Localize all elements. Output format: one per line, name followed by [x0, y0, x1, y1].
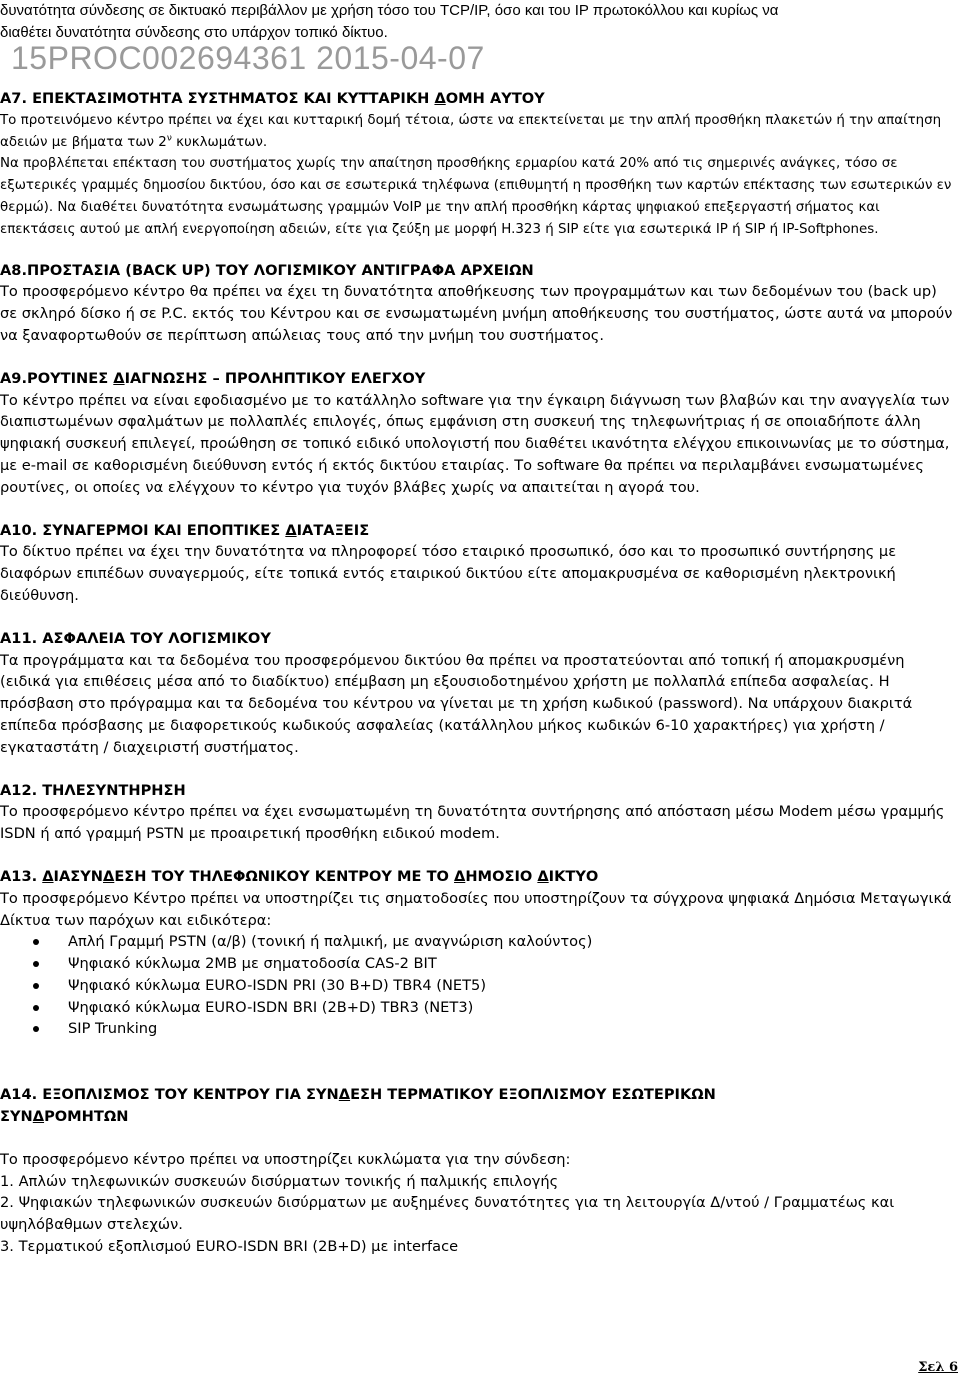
paragraph: Το προσφερόμενο κέντρο πρέπει να υποστηρίζει κυκλώματα για την σύνδεση: [0, 1150, 571, 1168]
list-item: Ψηφιακό κύκλωμα EURO-ISDN PRI (30 B+D) TBR4 (NET5) [0, 975, 956, 997]
section-heading: Α14. ΕΞΟΠΛΙΣΜΟΣ ΤΟΥ ΚΕΝΤΡΟΥ ΓΙΑ ΣΥΝΔΕΣΗ ΤΕΡΜΑΤΙΚΟΥ ΕΞΟΠΛΙΣΜΟΥ ΕΣΩΤΕΡΙΚΩΝ ΣΥΝΔΡΟΜΗΤΩΝ [0, 1086, 716, 1126]
section-a8 [0, 260, 956, 347]
section-heading: Α8.ΠΡΟΣΤΑΣΙΑ (BACK UP) ΤΟΥ ΛΟΓΙΣΜΙΚΟΥ ΑΝΤΙΓΡΑΦΑ ΑΡΧΕΙΩΝ [0, 261, 534, 279]
bullet-icon [33, 1005, 39, 1011]
section-heading: Α7. ΕΠΕΚΤΑΣΙΜΟΤΗΤΑ ΣΥΣΤΗΜΑΤΟΣ ΚΑΙ ΚΥΤΤΑΡΙΚΗ ΔΟΜΗ ΑΥΤΟΥ [0, 90, 545, 107]
section-heading: Α9.ΡΟΥΤΙΝΕΣ ΔΙΑΓΝΩΣΗΣ – ΠΡΟΛΗΠΤΙΚΟΥ ΕΛΕΓΧΟΥ [0, 369, 426, 387]
section-a14 [0, 1084, 956, 1258]
list-item: Ψηφιακό κύκλωμα EURO-ISDN BRI (2B+D) TBR3 (NET3) [0, 997, 956, 1019]
section-a10 [0, 520, 956, 607]
paragraph: Το προσφερόμενο κέντρο θα πρέπει να έχει τη δυνατότητα αποθήκευσης των προγραμμάτων και των δεδομένων του (back up) σε σκληρό δίσκο ή σε P.C. εκτός του Κέντρου και σε ενσωματωμένη μνήμη αποθήκευσης του συστήματος, ώστε αυτά να μπορούν να ξαναφορτωθούν σε περίπτωση απώλειας τους από την μνήμη του συστήματος. [0, 283, 953, 344]
bullet-icon [33, 961, 39, 967]
text-line: διαθέτει δυνατότητα σύνδεσης στο υπάρχον τοπικό δίκτυο. [0, 24, 388, 41]
paragraph: Το κέντρο πρέπει να είναι εφοδιασμένο με το κατάλληλο software για την έγκαιρη διάγνωση των βλαβών και την αναγγελία των διαπιστωμένων σφαλμάτων με πολλαπλές επιλογές, όπως εμφάνιση στη συσκευή της τηλεφωνήτριας ή σε οποιαδήποτε άλλη ψηφιακή συσκευή επιλεγεί, προώθηση σε τοπικό ειδικό υπολογιστή που διαθέτει ικανότητα ελέγχου επικοινωνίας με το σύστημα, με e-mail σε καθορισμένη διεύθυνση εντός ή εκτός δικτύου εταιρίας. Το software θα πρέπει να περιλαμβάνει ενσωματωμένες ρουτίνες, οι οποίες να ελέγχουν το κέντρο για τυχόν βλάβες χωρίς να απαιτείται η αγορά του. [0, 391, 950, 496]
section-a13 [0, 866, 956, 1040]
document-body [0, 88, 956, 1279]
bullet-icon [33, 939, 39, 945]
section-heading: Α11. ΑΣΦΑΛΕΙΑ ΤΟΥ ΛΟΓΙΣΜΙΚΟΥ [0, 629, 271, 647]
paragraph: Να προβλέπεται επέκταση του συστήματος χωρίς την απαίτηση προσθήκης ερμαρίου κατά 20% από τις σημερινές ανάγκες, τόσο σε εξωτερικές γραμμές δημοσίου δικτύου, όσο και σε εσωτερικά τηλέφωνα (επιθυμητή η προσθήκη των καρτών επέκτασης των εσωτερικών εν θερμώ). Να διαθέτει δυνατότητα ενσωμάτωσης γραμμών VoIP με την απλή προσθήκη κάρτας ψηφιακού επεξεργαστή σήματος και επεκτάσεις αυτού με απλή ενεργοποίηση αδειών, είτε για ζεύξη με μορφή H.323 ή SIP είτε για εσωτερικά IP ή SIP ή IP-Softphones. [0, 156, 952, 237]
top-continuation-text [0, 0, 960, 44]
paragraph: Το προτεινόμενο κέντρο πρέπει να έχει και κυτταρική δομή τέτοια, ώστε να επεκτείνεται με την απλή προσθήκη πλακετών ή την απαίτηση αδειών με βήματα των $2^\nu$ κυκλωμάτων. [0, 112, 942, 150]
list-item: SIP Trunking [0, 1018, 956, 1040]
list-item: 3. Τερματικού εξοπλισμού EURO-ISDN BRI (2B+D) με interface [0, 1238, 459, 1256]
section-heading: Α13. ΔΙΑΣΥΝΔΕΣΗ ΤΟΥ ΤΗΛΕΦΩΝΙΚΟΥ ΚΕΝΤΡΟΥ ΜΕ ΤΟ ΔΗΜΟΣΙΟ ΔΙΚΤΥΟ [0, 867, 599, 885]
section-a9 [0, 368, 956, 499]
list-item: 1. Απλών τηλεφωνικών συσκευών δισύρματων τονικής ή παλμικής επιλογής [0, 1172, 559, 1190]
bullet-icon [33, 1026, 39, 1032]
section-heading: Α10. ΣΥΝΑΓΕΡΜΟΙ ΚΑΙ ΕΠΟΠΤΙΚΕΣ ΔΙΑΤΑΞΕΙΣ [0, 521, 370, 539]
paragraph: Τα προγράμματα και τα δεδομένα του προσφερόμενου δικτύου θα πρέπει να προστατεύονται από τοπική ή απομακρυσμένη (ειδικά για επιθέσεις μέσα από το διαδίκτυο) επέμβαση μη εξουσιοδοτημένου χρήστη με πολλαπλά επίπεδα ασφαλείας. Η πρόσβαση στο πρόγραμμα και τα δεδομένα του κέντρου να γίνεται με τη χρήση κωδικού (password). Να υπάρχουν διακριτά επίπεδα πρόσβασης με διαφορετικούς κωδικούς ασφαλείας (κατάλληλου μήκος κωδικών 6-10 χαρακτήρες) για χρήστη / εγκαταστάτη / διαχειριστή συστήματος. [0, 651, 913, 756]
section-a11 [0, 628, 956, 759]
text-line: δυνατότητα σύνδεσης σε δικτυακό περιβάλλον με χρήση τόσο του TCP/IP, όσο και του IP πρωτοκόλλου και κυρίως να [0, 2, 779, 19]
bullet-icon [33, 983, 39, 989]
document-id-watermark: 15PROC002694361 2015-04-07 [11, 40, 485, 76]
list-item: 2. Ψηφιακών τηλεφωνικών συσκευών δισύρματων με αυξημένες δυνατότητες για τη λειτουργία Δ/ντού / Γραμματέως και υψηλόβαθμων στελεχών. [0, 1194, 895, 1234]
list-item: Απλή Γραμμή PSTN (α/β) (τονική ή παλμική, με αναγνώριση καλούντος) [0, 931, 956, 953]
section-a7 [0, 88, 956, 241]
paragraph: Το προσφερόμενο κέντρο πρέπει να έχει ενσωματωμένη τη δυνατότητα συντήρησης από απόσταση μέσω Modem μέσω γραμμής ISDN ή από γραμμή PSTN με προαιρετική προσθήκη ειδικού modem. [0, 803, 945, 843]
page-number: Σελ 6 [918, 1360, 958, 1375]
section-heading: Α12. ΤΗΛΕΣΥΝΤΗΡΗΣΗ [0, 781, 186, 799]
section-a12 [0, 780, 956, 845]
paragraph: Το προσφερόμενο Κέντρο πρέπει να υποστηρίζει τις σηματοδοσίες που υποστηρίζουν τα σύγχρονα ψηφιακά Δημόσια Μεταγωγικά Δίκτυα των παρόχων και ειδικότερα: [0, 889, 952, 929]
list-item: Ψηφιακό κύκλωμα 2MB με σηματοδοσία CAS-2 BIT [0, 953, 956, 975]
bullet-list [0, 931, 956, 1040]
paragraph: Το δίκτυο πρέπει να έχει την δυνατότητα να πληροφορεί τόσο εταιρικό προσωπικό, όσο και το προσωπικό συντήρησης με διαφόρων επιπέδων συναγερμούς, είτε τοπικά εντός εταιρικού δικτύου είτε απομακρυσμένα σε καθορισμένη ηλεκτρονική διεύθυνση. [0, 543, 897, 604]
